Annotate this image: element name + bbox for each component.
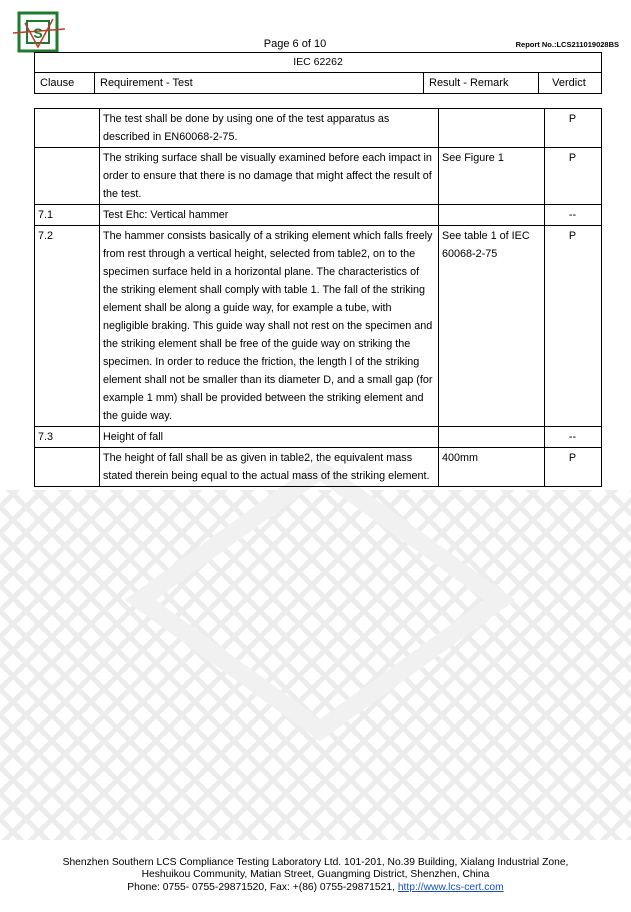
result-cell (439, 427, 545, 448)
verdict-cell: P (545, 148, 602, 205)
verdict-cell: -- (545, 427, 602, 448)
table-row (35, 427, 602, 448)
clause-cell (35, 109, 100, 148)
requirement-cell: Test Ehc: Vertical hammer (100, 205, 439, 226)
clause-cell (35, 148, 100, 205)
website-link[interactable]: http://www.lcs-cert.com (397, 881, 504, 893)
result-cell: 400mm (439, 448, 545, 487)
requirements-table (34, 108, 602, 487)
footer-address-line1: Shenzhen Southern LCS Compliance Testing Laboratory Ltd. 101-201, No.39 Building, Xialang Industrial Zone, (62, 857, 569, 868)
standard-title: IEC 62262 (34, 52, 602, 73)
clause-cell: 7.1 (35, 205, 100, 226)
verdict-cell: P (545, 109, 602, 148)
column-header-clause: Clause (35, 73, 95, 93)
verdict-cell: P (545, 226, 602, 427)
column-header-verdict: Verdict (552, 77, 586, 89)
verdict-cell: -- (545, 205, 602, 226)
svg-text:S: S (33, 25, 43, 41)
page-footer (0, 857, 631, 894)
clause-cell: 7.3 (35, 427, 100, 448)
result-cell (439, 109, 545, 148)
table-row (35, 205, 602, 226)
column-header-row (34, 72, 602, 94)
footer-contact-line (0, 882, 631, 894)
requirement-cell: The hammer consists basically of a striking element which falls freely from rest through a vertical height, selected from table2, on to the specimen surface held in a horizontal plane. The characteristics of the striking element shall comply with table 1. The fall of the striking element shall be along a guide way, for example a tube, with negligible braking. This guide way shall not rest on the specimen and the striking element shall be free of the guide way on striking the specimen. In order to reduce the friction, the length l of the striking element shall not be smaller than its diameter D, and a small gap (for example 1 mm) shall be provided between the striking element and the guide way. (100, 226, 439, 427)
clause-cell: 7.2 (35, 226, 100, 427)
requirement-cell: The height of fall shall be as given in table2, the equivalent mass stated therein being equal to the actual mass of the striking element. (100, 448, 439, 487)
footer-phone-fax: Phone: 0755- 0755-29871520, Fax: +(86) 0755-29871521, (127, 881, 395, 893)
verdict-cell: P (545, 448, 602, 487)
report-number: Report No.:LCS211019028BS (515, 40, 619, 49)
table-row (35, 448, 602, 487)
result-cell (439, 205, 545, 226)
clause-cell (35, 448, 100, 487)
requirement-cell: Height of fall (100, 427, 439, 448)
table-row (35, 226, 602, 427)
table-row (35, 148, 602, 205)
lcs-logo (13, 11, 65, 53)
page-number: Page 6 of 10 (263, 38, 327, 50)
column-header-result: Result - Remark (424, 73, 539, 93)
result-cell: See Figure 1 (439, 148, 545, 205)
column-header-requirement: Requirement - Test (95, 73, 424, 93)
footer-address-line2: Heshuikou Community, Matian Street, Guangming District, Shenzhen, China (141, 869, 490, 881)
table-row (35, 109, 602, 148)
result-cell: See table 1 of IEC 60068-2-75 (439, 226, 545, 427)
requirement-cell: The striking surface shall be visually examined before each impact in order to ensure that there is no damage that might affect the result of the test. (100, 148, 439, 205)
requirement-cell: The test shall be done by using one of the test apparatus as described in EN60068-2-75. (100, 109, 439, 148)
